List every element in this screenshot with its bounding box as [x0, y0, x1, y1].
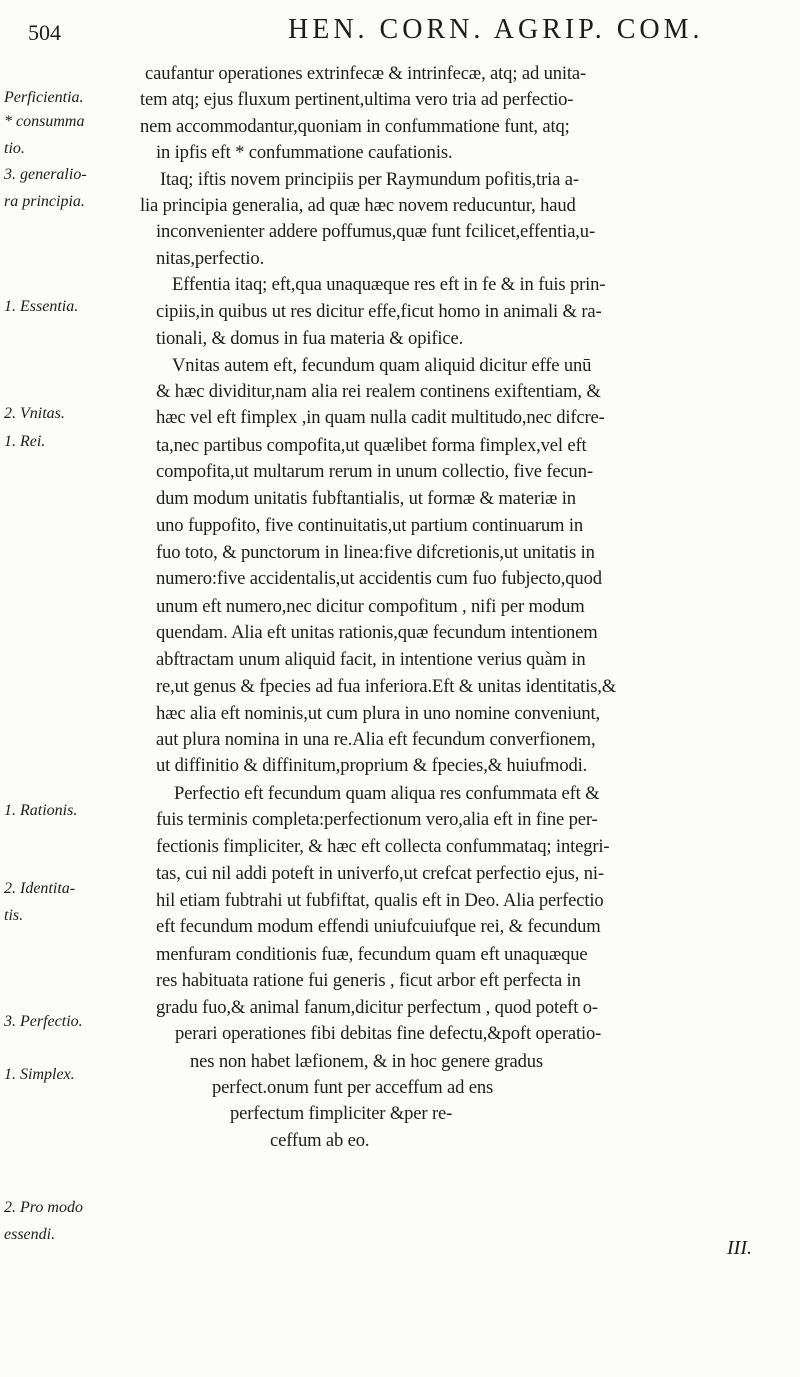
margin-note: * consumma [4, 113, 85, 131]
text-line: hæc vel eft fimplex ,in quam nulla cadit multitudo,nec difcre- [156, 407, 605, 429]
margin-note: 2. Identita- [4, 880, 76, 898]
text-line: abftractam unum aliquid facit, in intentione verius quàm in [156, 648, 586, 670]
margin-note: essendi. [4, 1225, 56, 1243]
text-line: ceffum ab eo. [270, 1129, 370, 1151]
margin-note: 1. Simplex. [4, 1066, 75, 1084]
text-line: unum eft numero,nec dicitur compofitum , nifi per modum [156, 595, 585, 617]
text-line: Itaq; iftis novem principiis per Raymundum pofitis,tria a- [160, 168, 579, 190]
text-line: hil etiam fubtrahi ut fubfiftat, qualis eft in Deo. Alia perfectio [156, 889, 604, 911]
text-line: dum modum unitatis fubftantialis, ut formæ & materiæ in [156, 487, 576, 509]
text-line: ta,nec partibus compofita,ut quælibet forma fimplex,vel eft [156, 435, 587, 456]
margin-note: tis. [4, 906, 24, 924]
text-line: eft fecundum modum effendi uniufcuiufque rei, & fecundum [156, 916, 601, 938]
margin-notes [0, 0, 140, 1377]
text-line: caufantur operationes extrinfecæ & intrinfecæ, atq; ad unita- [145, 63, 587, 84]
text-line: tionali, & domus in fua materia & opifice. [156, 328, 464, 350]
margin-note: 2. Vnitas. [4, 405, 65, 422]
text-line: compofita,ut multarum rerum in unum collectio, five fecun- [156, 461, 593, 483]
margin-note: 1. Rationis. [4, 802, 78, 820]
text-line: perfectum fimpliciter &per re- [230, 1103, 453, 1125]
margin-note: 1. Rei. [4, 432, 46, 450]
text-line: res habituata ratione fui generis , ficut arbor eft perfecta in [156, 970, 581, 992]
text-line: quendam. Alia eft unitas rationis,quæ fecundum intentionem [156, 622, 598, 644]
margin-note: Perficientia. [4, 89, 84, 107]
margin-note: ra principia. [4, 192, 85, 210]
margin-note: tio. [4, 139, 25, 157]
text-line: inconvenienter addere poffumus,quæ funt fcilicet,effentia,u- [156, 221, 595, 243]
margin-note: 3. generalio- [4, 166, 87, 184]
page-number: 504 [28, 20, 61, 45]
text-line: uno fuppofito, five continuitatis,ut partium continuarum in [156, 515, 583, 537]
text-line: numero:five accidentalis,ut accidentis cum fuo fubjecto,quod [156, 568, 602, 590]
text-line: tas, cui nil addi poteft in univerfo,ut crefcat perfectio ejus, ni- [156, 863, 604, 885]
text-line: Perfectio eft fecundum quam aliqua res confummata eft & [174, 783, 600, 804]
text-line: perfect.onum funt per acceffum ad ens [212, 1077, 494, 1098]
text-line: fuo toto, & punctorum in linea:five difcretionis,ut unitatis in [156, 541, 595, 563]
text-line: nem accommodantur,quoniam in confummatione funt, atq; [140, 115, 570, 137]
text-line: Vnitas autem eft, fecundum quam aliquid dicitur effe unū [172, 354, 592, 376]
text-line: fectionis fimpliciter, & hæc eft collecta confummataq; integri- [156, 835, 610, 857]
text-line: nitas,perfectio. [156, 247, 265, 269]
text-line: & hæc dividitur,nam alia rei realem continens exiftentiam, & [156, 381, 601, 402]
text-line: cipiis,in quibus ut res dicitur effe,ficut homo in animali & ra- [156, 300, 602, 322]
text-line: ut diffinitio & diffinitum,proprium & fpecies,& huiufmodi. [156, 755, 588, 777]
text-line: hæc alia eft nominis,ut cum plura in uno nomine conveniunt, [156, 702, 601, 724]
text-line: lia principia generalia, ad quæ hæc novem reducuntur, haud [140, 195, 576, 216]
text-line: aut plura nomina in una re.Alia eft fecundum converfionem, [156, 729, 596, 750]
text-line: menfuram conditionis fuæ, fecundum quam eft unaquæque [156, 943, 588, 965]
margin-note: 1. Essentia. [4, 298, 79, 316]
margin-note: 2. Pro modo [4, 1199, 83, 1217]
header-title: HEN. CORN. AGRIP. COM. [288, 14, 704, 45]
text-line: fuis terminis completa:perfectionum vero,alia eft in fine per- [156, 809, 598, 831]
text-line: nes non habet læfionem, & in hoc genere gradus [190, 1050, 544, 1072]
text-line: re,ut genus & fpecies ad fua inferiora.Eft & unitas identitatis,& [156, 676, 617, 698]
text-line: Effentia itaq; eft,qua unaquæque res eft in fe & in fuis prin- [172, 274, 606, 296]
text-line: in ipfis eft * confummatione caufationis. [156, 142, 453, 164]
margin-note: 3. Perfectio. [4, 1013, 83, 1031]
text-line: perari operationes fibi debitas fine defectu,&poft operatio- [175, 1023, 602, 1044]
text-line: gradu fuo,& animal fanum,dicitur perfectum , quod poteft o- [156, 996, 598, 1018]
text-line: tem atq; ejus fluxum pertinent,ultima vero tria ad perfectio- [140, 89, 574, 111]
catchword: III. [727, 1237, 752, 1259]
